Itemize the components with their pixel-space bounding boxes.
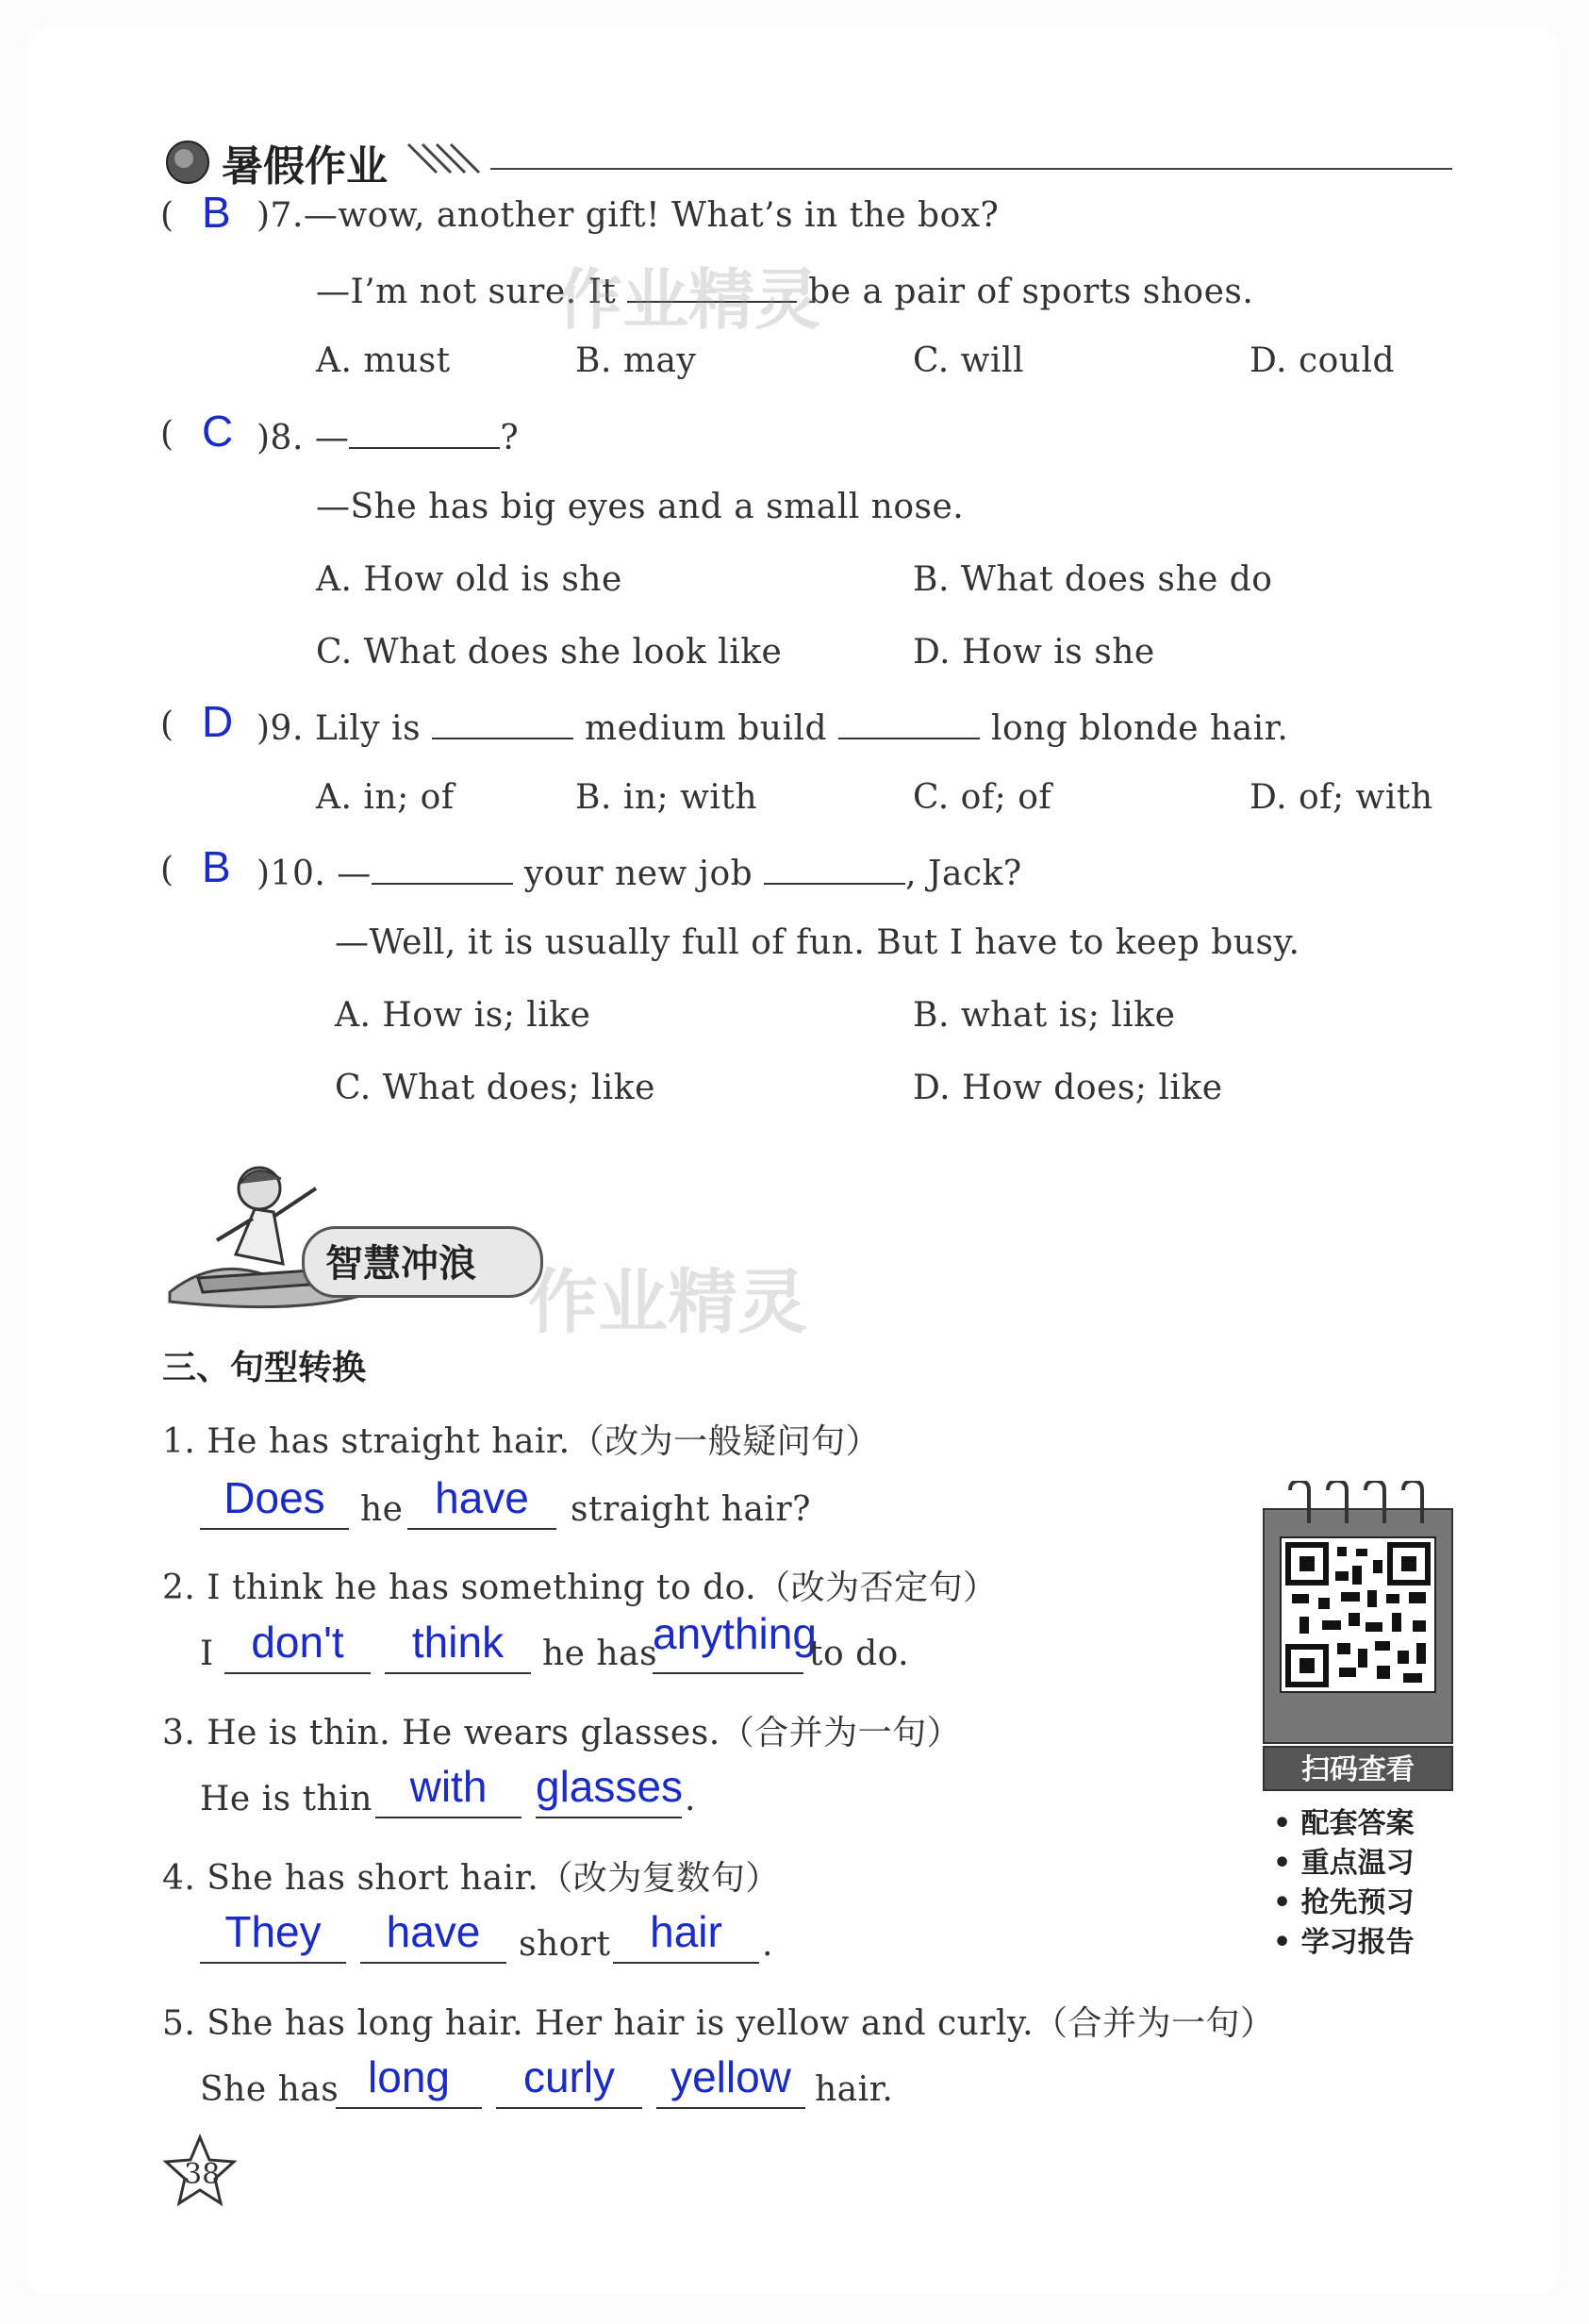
q10-line1: )10. — your new job , Jack?	[257, 851, 1022, 893]
item2-blank1: don't	[224, 1618, 371, 1674]
item5-prompt: 5. She has long hair. Her hair is yellow and curly.（合并为一句）	[162, 2004, 1275, 2043]
item2-blank3: anything	[653, 1609, 803, 1674]
q9-option-a: A. in; of	[316, 778, 455, 817]
q10-option-d: D. How does; like	[913, 1069, 1223, 1107]
item3-prompt: 3. He is thin. He wears glasses.（合并为一句）	[162, 1714, 962, 1752]
q7-answer: B	[202, 188, 231, 237]
header-rule	[490, 168, 1452, 170]
q10-paren-open: (	[160, 851, 174, 889]
q10-answer: B	[202, 842, 231, 891]
item1-blank1: Does	[200, 1473, 349, 1530]
q7-line2: —I’m not sure. It be a pair of sports shoes.	[316, 269, 1253, 311]
item3-start: He is thin	[200, 1780, 372, 1818]
qr-caption: 扫码查看	[1301, 1753, 1415, 1786]
item4-mid: short	[519, 1925, 611, 1964]
q8-option-c: C. What does she look like	[316, 633, 783, 672]
q10-line2: —Well, it is usually full of fun. But I have to keep busy.	[335, 923, 1300, 962]
section3-title: 三、句型转换	[162, 1349, 367, 1387]
q9-paren-open: (	[160, 706, 174, 744]
item4-blank3: hair	[613, 1907, 759, 1964]
qr-bullet-1: • 配套答案	[1273, 1807, 1415, 1840]
q9-line1: )9. Lily is medium build long blonde hair.	[257, 706, 1288, 748]
q8-line2: —She has big eyes and a small nose.	[316, 488, 965, 526]
banner-title: 智慧冲浪	[325, 1242, 476, 1286]
item4-blank1: They	[200, 1907, 346, 1964]
q7-option-b: B. may	[575, 341, 697, 380]
q7-option-c: C. will	[913, 341, 1025, 380]
item1-blank2: have	[407, 1473, 556, 1530]
item1-end: straight hair?	[571, 1490, 811, 1529]
q9-option-b: B. in; with	[575, 778, 758, 817]
q8-answer: C	[202, 407, 234, 456]
qr-notebook-icon[interactable]	[1262, 1481, 1454, 1792]
header-slash-icon	[404, 140, 488, 177]
item5-start: She has	[200, 2070, 339, 2109]
q7-paren-open: (	[160, 196, 174, 235]
q9-option-d: D. of; with	[1250, 778, 1433, 817]
item5-blank3: yellow	[656, 2052, 805, 2109]
header-title: 暑假作业	[222, 142, 388, 191]
qr-bullet-2: • 重点温习	[1273, 1847, 1415, 1880]
watermark-1: 作业精灵	[556, 261, 820, 339]
q8-option-d: D. How is she	[913, 633, 1155, 672]
item1-mid: he	[360, 1490, 404, 1529]
item2-end: to do.	[809, 1635, 910, 1673]
qr-bullet-3: • 抢先预习	[1273, 1886, 1415, 1919]
item5-blank2: curly	[496, 2052, 642, 2109]
item4-end: .	[762, 1925, 773, 1964]
item5-blank1: long	[336, 2052, 482, 2109]
q9-answer: D	[202, 697, 234, 746]
item4-blank2: have	[360, 1907, 506, 1964]
item5-end: hair.	[815, 2070, 894, 2109]
page-number: 38	[184, 2158, 221, 2191]
item2-start: I	[200, 1635, 214, 1673]
qr-bullet-4: • 学习报告	[1273, 1926, 1415, 1959]
item2-prompt: 2. I think he has something to do.（改为否定句）	[162, 1569, 998, 1607]
q10-option-b: B. what is; like	[913, 996, 1176, 1035]
watermark-2: 作业精灵	[528, 1262, 807, 1343]
q8-line1: )8. — ?	[257, 415, 519, 457]
item3-end: .	[685, 1780, 696, 1818]
q7-option-d: D. could	[1250, 341, 1396, 380]
item2-blank2: think	[385, 1618, 531, 1674]
q7-option-a: A. must	[316, 341, 451, 380]
item1-prompt: 1. He has straight hair.（改为一般疑问句）	[162, 1422, 881, 1461]
q8-option-b: B. What does she do	[913, 560, 1273, 599]
item3-blank2: glasses	[536, 1762, 682, 1818]
q8-option-a: A. How old is she	[316, 560, 622, 599]
q10-option-c: C. What does; like	[335, 1069, 655, 1107]
q8-paren-open: (	[160, 415, 174, 454]
header-circle-icon	[165, 140, 210, 185]
item2-mid: he has	[542, 1635, 658, 1673]
item4-prompt: 4. She has short hair.（改为复数句）	[162, 1859, 780, 1898]
q7-line1: )7.—wow, another gift! What’s in the box?	[257, 196, 1000, 235]
item3-blank1: with	[375, 1762, 521, 1818]
q10-option-a: A. How is; like	[335, 996, 591, 1035]
q9-option-c: C. of; of	[913, 778, 1052, 817]
